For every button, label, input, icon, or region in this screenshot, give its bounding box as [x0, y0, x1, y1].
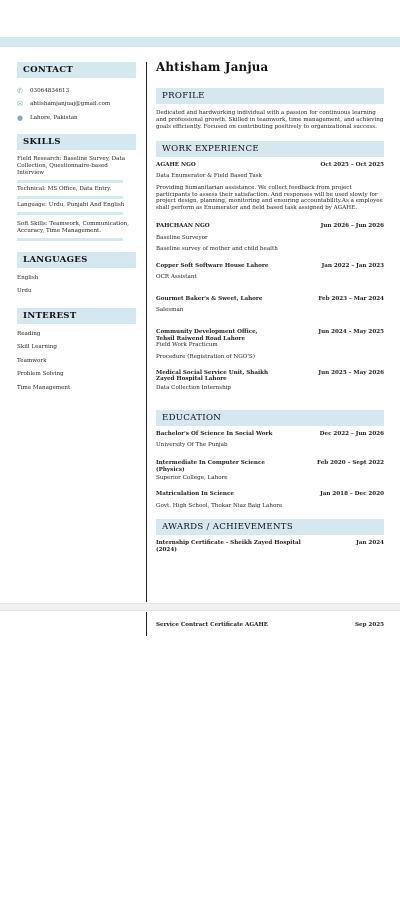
skill-item: Technical: MS Office, Data Entry. [17, 185, 112, 192]
entry-institution: University Of The Punjab [156, 442, 228, 449]
experience-entry [156, 223, 384, 253]
language-item: English [17, 274, 39, 281]
interest-item: Skill Learning [17, 344, 57, 351]
entry-date: Feb 2023 – Mar 2024 [318, 295, 384, 302]
languages-heading: LANGUAGES [17, 252, 136, 268]
phone-text: 03064834613 [30, 87, 70, 94]
experience-entry [156, 162, 384, 212]
entry-institution: Superior College, Lahore [156, 475, 228, 482]
awards-heading: AWARDS / ACHIEVEMENTS [156, 519, 384, 535]
entry-role: OCR Assistant [156, 273, 197, 280]
education-entry [156, 431, 384, 449]
entry-org: Medical Social Service Unit, Shaikh Zayed Hospital Lahore [156, 369, 269, 383]
entry-org: Community Development Office, Tehsil Raiwend Road Lahore [156, 328, 258, 342]
phone-icon: ✆ [17, 86, 23, 95]
entry-org: Internship Certificate - Sheikh Zayed Hospital (2024) [156, 540, 301, 554]
entry-role: Field Work Practicum [156, 342, 218, 349]
entry-description: Procedure (Registration of NGO'S) [156, 353, 255, 360]
education-heading: EDUCATION [156, 410, 384, 426]
skill-item: Language: Urdu, Punjabi And English [17, 201, 125, 208]
entry-date: Jun 2025 – May 2026 [318, 369, 384, 376]
person-name: Ahtisham Janjua [156, 60, 269, 74]
entry-date: Jan 2024 [356, 540, 384, 547]
entry-role: Salesman [156, 307, 184, 314]
award-entry [156, 540, 384, 553]
interest-item: Reading [17, 330, 41, 337]
contact-phone [17, 84, 136, 98]
skill-bar [17, 238, 123, 241]
entry-institution: Govt. High School, Thokar Niaz Baig Lahore [156, 502, 283, 509]
entry-org: Intermediate In Computer Science (Physics) [156, 460, 265, 473]
location-icon: ● [17, 113, 24, 122]
skill-bar [17, 196, 123, 199]
column-divider [146, 62, 147, 602]
entry-org: Copper Soft Software House Lahore [156, 263, 269, 270]
entry-role: Baseline Surveyor [156, 234, 208, 241]
interest-item: Teamwork [17, 357, 47, 364]
skill-bar [17, 212, 123, 215]
entry-org: AGAHE NGO [156, 162, 196, 169]
email-text: ahtishamjanjuaj@gmail.com [30, 101, 111, 108]
skills-heading: SKILLS [17, 134, 136, 150]
entry-date: Sep 2025 [354, 622, 384, 628]
education-entry [156, 460, 384, 482]
entry-role: Data Collection Internship [156, 384, 232, 391]
education-entry [156, 491, 384, 509]
entry-role: Data Enumerator & Field Based Task [156, 172, 262, 179]
experience-entry [156, 370, 384, 392]
skill-item: Field Research: Baseline Survey, Data Collection, Questionnaire-based Interview [17, 155, 126, 176]
skill-item: Soft Skills: Teamwork, Communication, Accuracy, Time Management. [17, 220, 129, 234]
interest-item: Time Management [17, 385, 71, 392]
experience-entry [156, 329, 384, 361]
right-column [156, 60, 384, 628]
entry-org: Service Contract Certificate AGAHE [156, 622, 269, 628]
mail-icon: ✉ [17, 100, 23, 109]
award-entry [156, 622, 384, 629]
top-accent-bar [0, 37, 400, 47]
entry-date: Oct 2025 – Oct 2025 [320, 162, 384, 169]
entry-date: Feb 2020 – Sept 2022 [317, 460, 384, 467]
entry-org: Gourmet Baker's & Sweet, Lahore [156, 295, 263, 302]
entry-org: Matriculation In Science [156, 491, 234, 498]
contact-location [17, 111, 136, 125]
profile-heading: PROFILE [156, 88, 384, 104]
entry-date: Jan 2022 – Jan 2023 [321, 263, 384, 270]
contact-heading: CONTACT [17, 62, 136, 78]
left-column [17, 62, 136, 396]
interest-heading: INTEREST [17, 308, 136, 324]
entry-description: Baseline survey of mother and child health [156, 246, 278, 253]
entry-date: Dec 2022 – Jun 2026 [319, 430, 384, 437]
interest-item: Problem Solving [17, 371, 64, 378]
column-divider-page-2 [146, 612, 147, 636]
page-break [0, 603, 400, 611]
entry-org: Bachelor's Of Science In Social Work [156, 430, 273, 437]
experience-heading: WORK EXPERIENCE [156, 141, 384, 157]
profile-text: Dedicated and hardworking individual with a passion for continuous learning and professional growth. Skilled in teamwork, time management, and achieving goals efficiently. Focused on contributing positively to organizational success. [156, 110, 384, 130]
language-item: Urdu [17, 288, 32, 295]
entry-date: Jun 2026 – Jun 2026 [320, 222, 384, 229]
skill-bar [17, 180, 123, 183]
entry-date: Jun 2024 – May 2025 [318, 328, 384, 335]
entry-description: Providing humanitarian assistance. We collect feedback from project participants to assess their satisfaction. And responses will be used slowly for project design, planning, monitoring and ensuring accountability.As a employee shall perform as Enumerator and field based task assigned by AGAHE. [156, 184, 383, 212]
entry-date: Jan 2018 – Dec 2020 [320, 491, 384, 498]
contact-email [17, 98, 136, 112]
entry-org: PAHCHAAN NGO [156, 222, 210, 229]
experience-entry [156, 296, 384, 314]
experience-entry [156, 263, 384, 280]
location-text: Lahore, Pakistan [30, 114, 78, 121]
